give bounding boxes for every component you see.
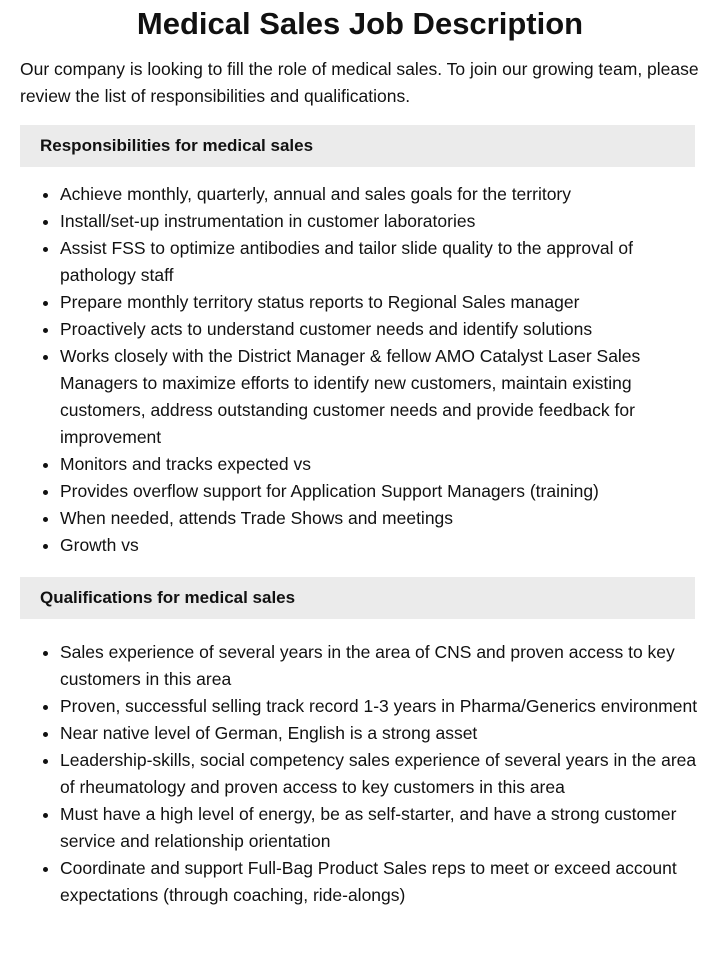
list-item: • Coordinate and support Full-Bag Product Sales reps to meet or exceed account expectations (through coaching, ride-alongs) [60, 855, 700, 909]
list-item: • Monitors and tracks expected vs [60, 451, 700, 478]
list-item: • Must have a high level of energy, be as self-starter, and have a strong customer service and relationship orientation [60, 801, 700, 855]
list-item: • Sales experience of several years in the area of CNS and proven access to key customers in this area [60, 639, 700, 693]
list-item: • Install/set-up instrumentation in customer laboratories [60, 208, 700, 235]
section-list [20, 181, 700, 559]
list-item: • Proven, successful selling track record 1-3 years in Pharma/Generics environment [60, 693, 700, 720]
list-item: • When needed, attends Trade Shows and meetings [60, 505, 700, 532]
list-item: • Growth vs [60, 532, 700, 559]
page-title: Medical Sales Job Description [136, 6, 584, 41]
list-item: • Proactively acts to understand customer needs and identify solutions [60, 316, 700, 343]
section-list [20, 639, 700, 909]
list-item: • Achieve monthly, quarterly, annual and sales goals for the territory [60, 181, 700, 208]
list-item: • Prepare monthly territory status reports to Regional Sales manager [60, 289, 700, 316]
list-item: • Works closely with the District Manager & fellow AMO Catalyst Laser Sales Managers to maximize efforts to identify new customers, maintain existing customers, address outstanding customer needs and provide feedback for improvement [60, 343, 700, 451]
section-heading: Responsibilities for medical sales [20, 125, 695, 167]
section-heading: Qualifications for medical sales [20, 577, 695, 619]
list-item: • Leadership-skills, social competency sales experience of several years in the area of rheumatology and proven access to key customers in this area [60, 747, 700, 801]
list-item: • Provides overflow support for Application Support Managers (training) [60, 478, 700, 505]
intro-text: Our company is looking to fill the role of medical sales. To join our growing team, please review the list of responsibilities and qualifications. [20, 59, 699, 106]
list-item: • Near native level of German, English is a strong asset [60, 720, 700, 747]
list-item: • Assist FSS to optimize antibodies and tailor slide quality to the approval of pathology staff [60, 235, 700, 289]
